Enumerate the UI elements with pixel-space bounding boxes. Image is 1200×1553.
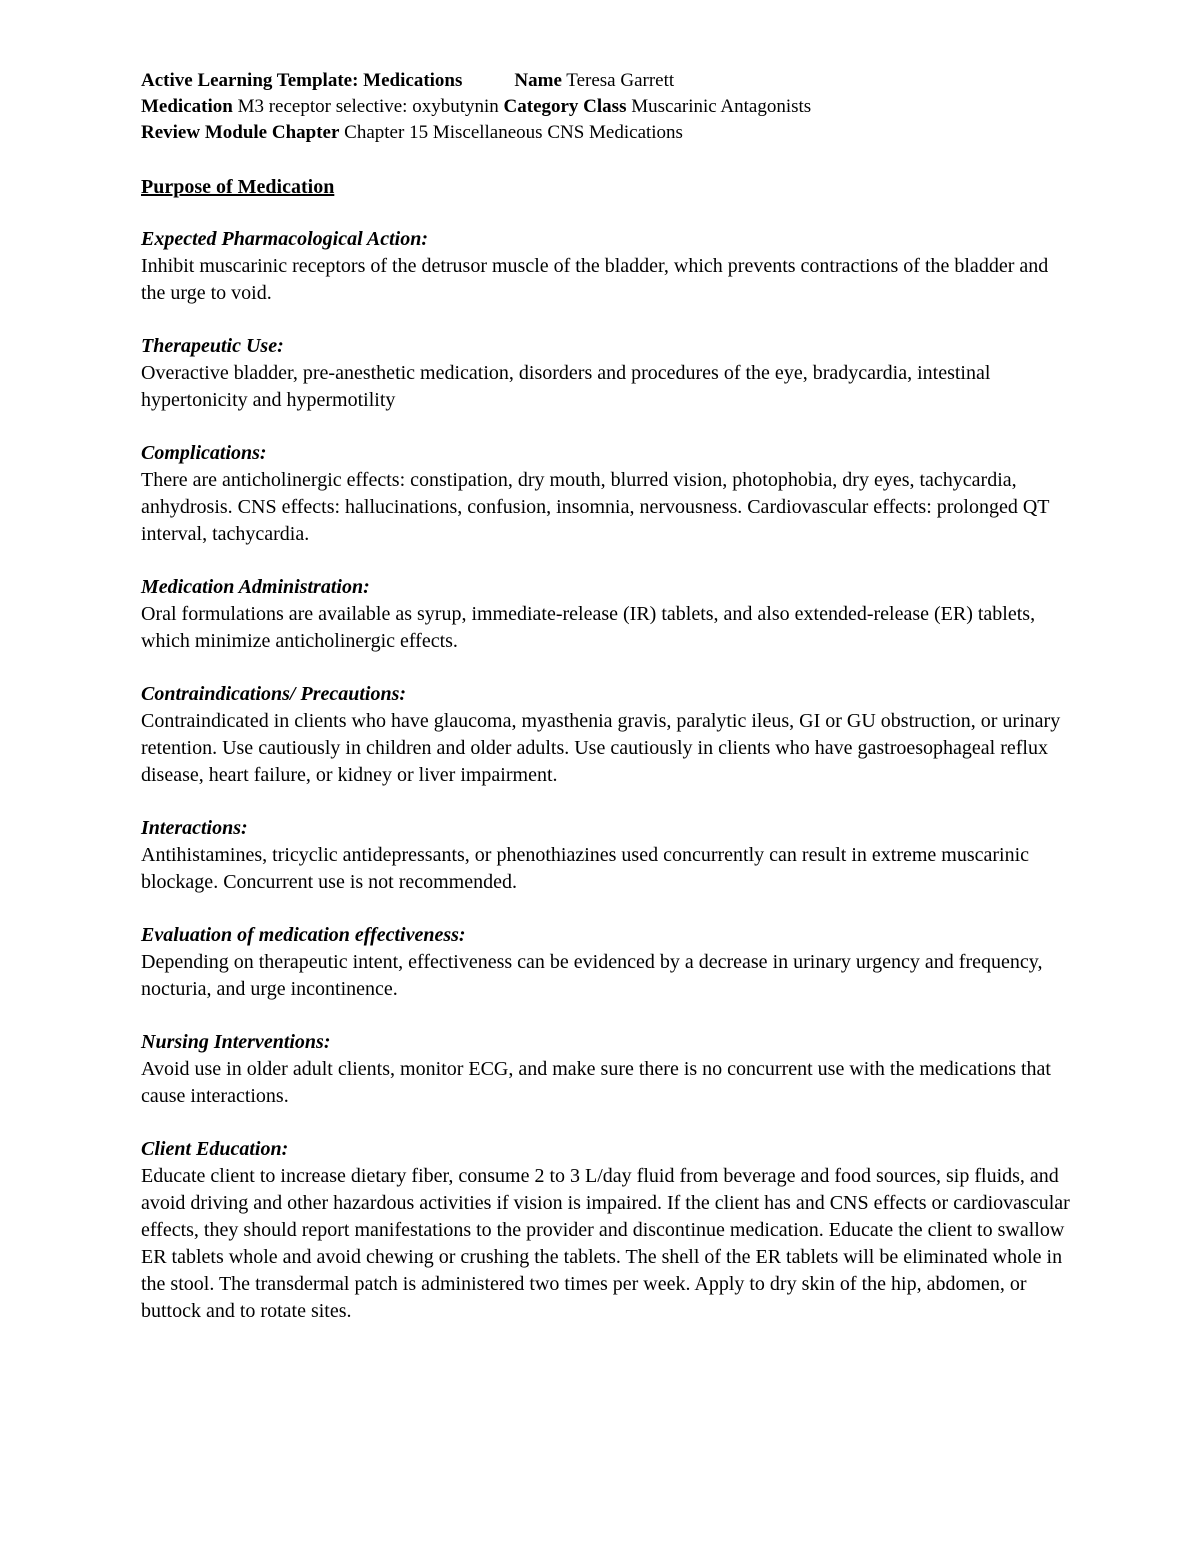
section-body: Inhibit muscarinic receptors of the detrusor muscle of the bladder, which prevents contractions of the bladder and the urge to void. — [141, 255, 1049, 304]
section-client-education — [141, 1136, 1071, 1325]
section-body: Overactive bladder, pre-anesthetic medication, disorders and procedures of the eye, bradycardia, intestinal hypertonicity and hypermotility — [141, 362, 991, 411]
section-body: Depending on therapeutic intent, effectiveness can be evidenced by a decrease in urinary urgency and frequency, nocturia, and urge incontinence. — [141, 951, 1043, 1000]
section-heading: Complications: — [141, 442, 267, 464]
section-heading: Therapeutic Use: — [141, 335, 284, 357]
section-heading: Contraindications/ Precautions: — [141, 683, 407, 705]
section-body: Educate client to increase dietary fiber, consume 2 to 3 L/day fluid from beverage and food sources, sip fluids, and avoid driving and other hazardous activities if vision is impaired. If the client has and CNS effects or cardiovascular effects, they should report manifestations to the provider and discontinue medication. Educate the client to swallow ER tablets whole and avoid chewing or crushing the tablets. The shell of the ER tablets will be eliminated whole in the stool. The transdermal patch is administered two times per week. Apply to dry skin of the hip, abdomen, or buttock and to rotate sites. — [141, 1165, 1070, 1322]
section-heading: Interactions: — [141, 817, 248, 839]
chapter-value: Chapter 15 Miscellaneous CNS Medications — [344, 122, 683, 143]
chapter-label: Review Module Chapter — [141, 122, 340, 143]
section-evaluation — [141, 922, 1071, 1003]
section-complications — [141, 440, 1071, 548]
section-body: Avoid use in older adult clients, monitor ECG, and make sure there is no concurrent use with the medications that cause interactions. — [141, 1058, 1051, 1107]
section-interactions — [141, 815, 1071, 896]
section-heading: Client Education: — [141, 1138, 289, 1160]
section-administration — [141, 574, 1071, 655]
section-therapeutic-use — [141, 333, 1071, 414]
header-line-2 — [141, 94, 1071, 120]
header-line-1 — [141, 68, 1071, 94]
section-body: Antihistamines, tricyclic antidepressants, or phenothiazines used concurrently can result in extreme muscarinic blockage. Concurrent use is not recommended. — [141, 844, 1030, 893]
header-line-3 — [141, 120, 1071, 146]
category-label: Category Class — [503, 96, 627, 117]
document-page — [141, 68, 1071, 1325]
name-label: Name — [514, 70, 562, 91]
name-value: Teresa Garrett — [566, 70, 675, 91]
section-heading: Medication Administration: — [141, 576, 370, 598]
purpose-title: Purpose of Medication — [141, 176, 335, 198]
section-heading: Expected Pharmacological Action: — [141, 228, 429, 250]
medication-label: Medication — [141, 96, 233, 117]
section-heading: Nursing Interventions: — [141, 1031, 331, 1053]
template-label: Active Learning Template: Medications — [141, 70, 463, 91]
section-nursing-interventions — [141, 1029, 1071, 1110]
section-body: Contraindicated in clients who have glaucoma, myasthenia gravis, paralytic ileus, GI or GU obstruction, or urinary retention. Use cautiously in children and older adults. Use cautiously in clients who have gastroesophageal reflux disease, heart failure, or kidney or liver impairment. — [141, 710, 1061, 786]
section-contraindications — [141, 681, 1071, 789]
medication-value: M3 receptor selective: oxybutynin — [237, 96, 499, 117]
section-body: Oral formulations are available as syrup, immediate-release (IR) tablets, and also extended-release (ER) tablets, which minimize anticholinergic effects. — [141, 603, 1036, 652]
section-expected-action — [141, 226, 1071, 307]
section-body: There are anticholinergic effects: constipation, dry mouth, blurred vision, photophobia, dry eyes, tachycardia, anhydrosis. CNS effects: hallucinations, confusion, insomnia, nervousness. Cardiovascular effects: prolonged QT interval, tachycardia. — [141, 469, 1050, 545]
section-heading: Evaluation of medication effectiveness: — [141, 924, 466, 946]
category-value: Muscarinic Antagonists — [631, 96, 812, 117]
